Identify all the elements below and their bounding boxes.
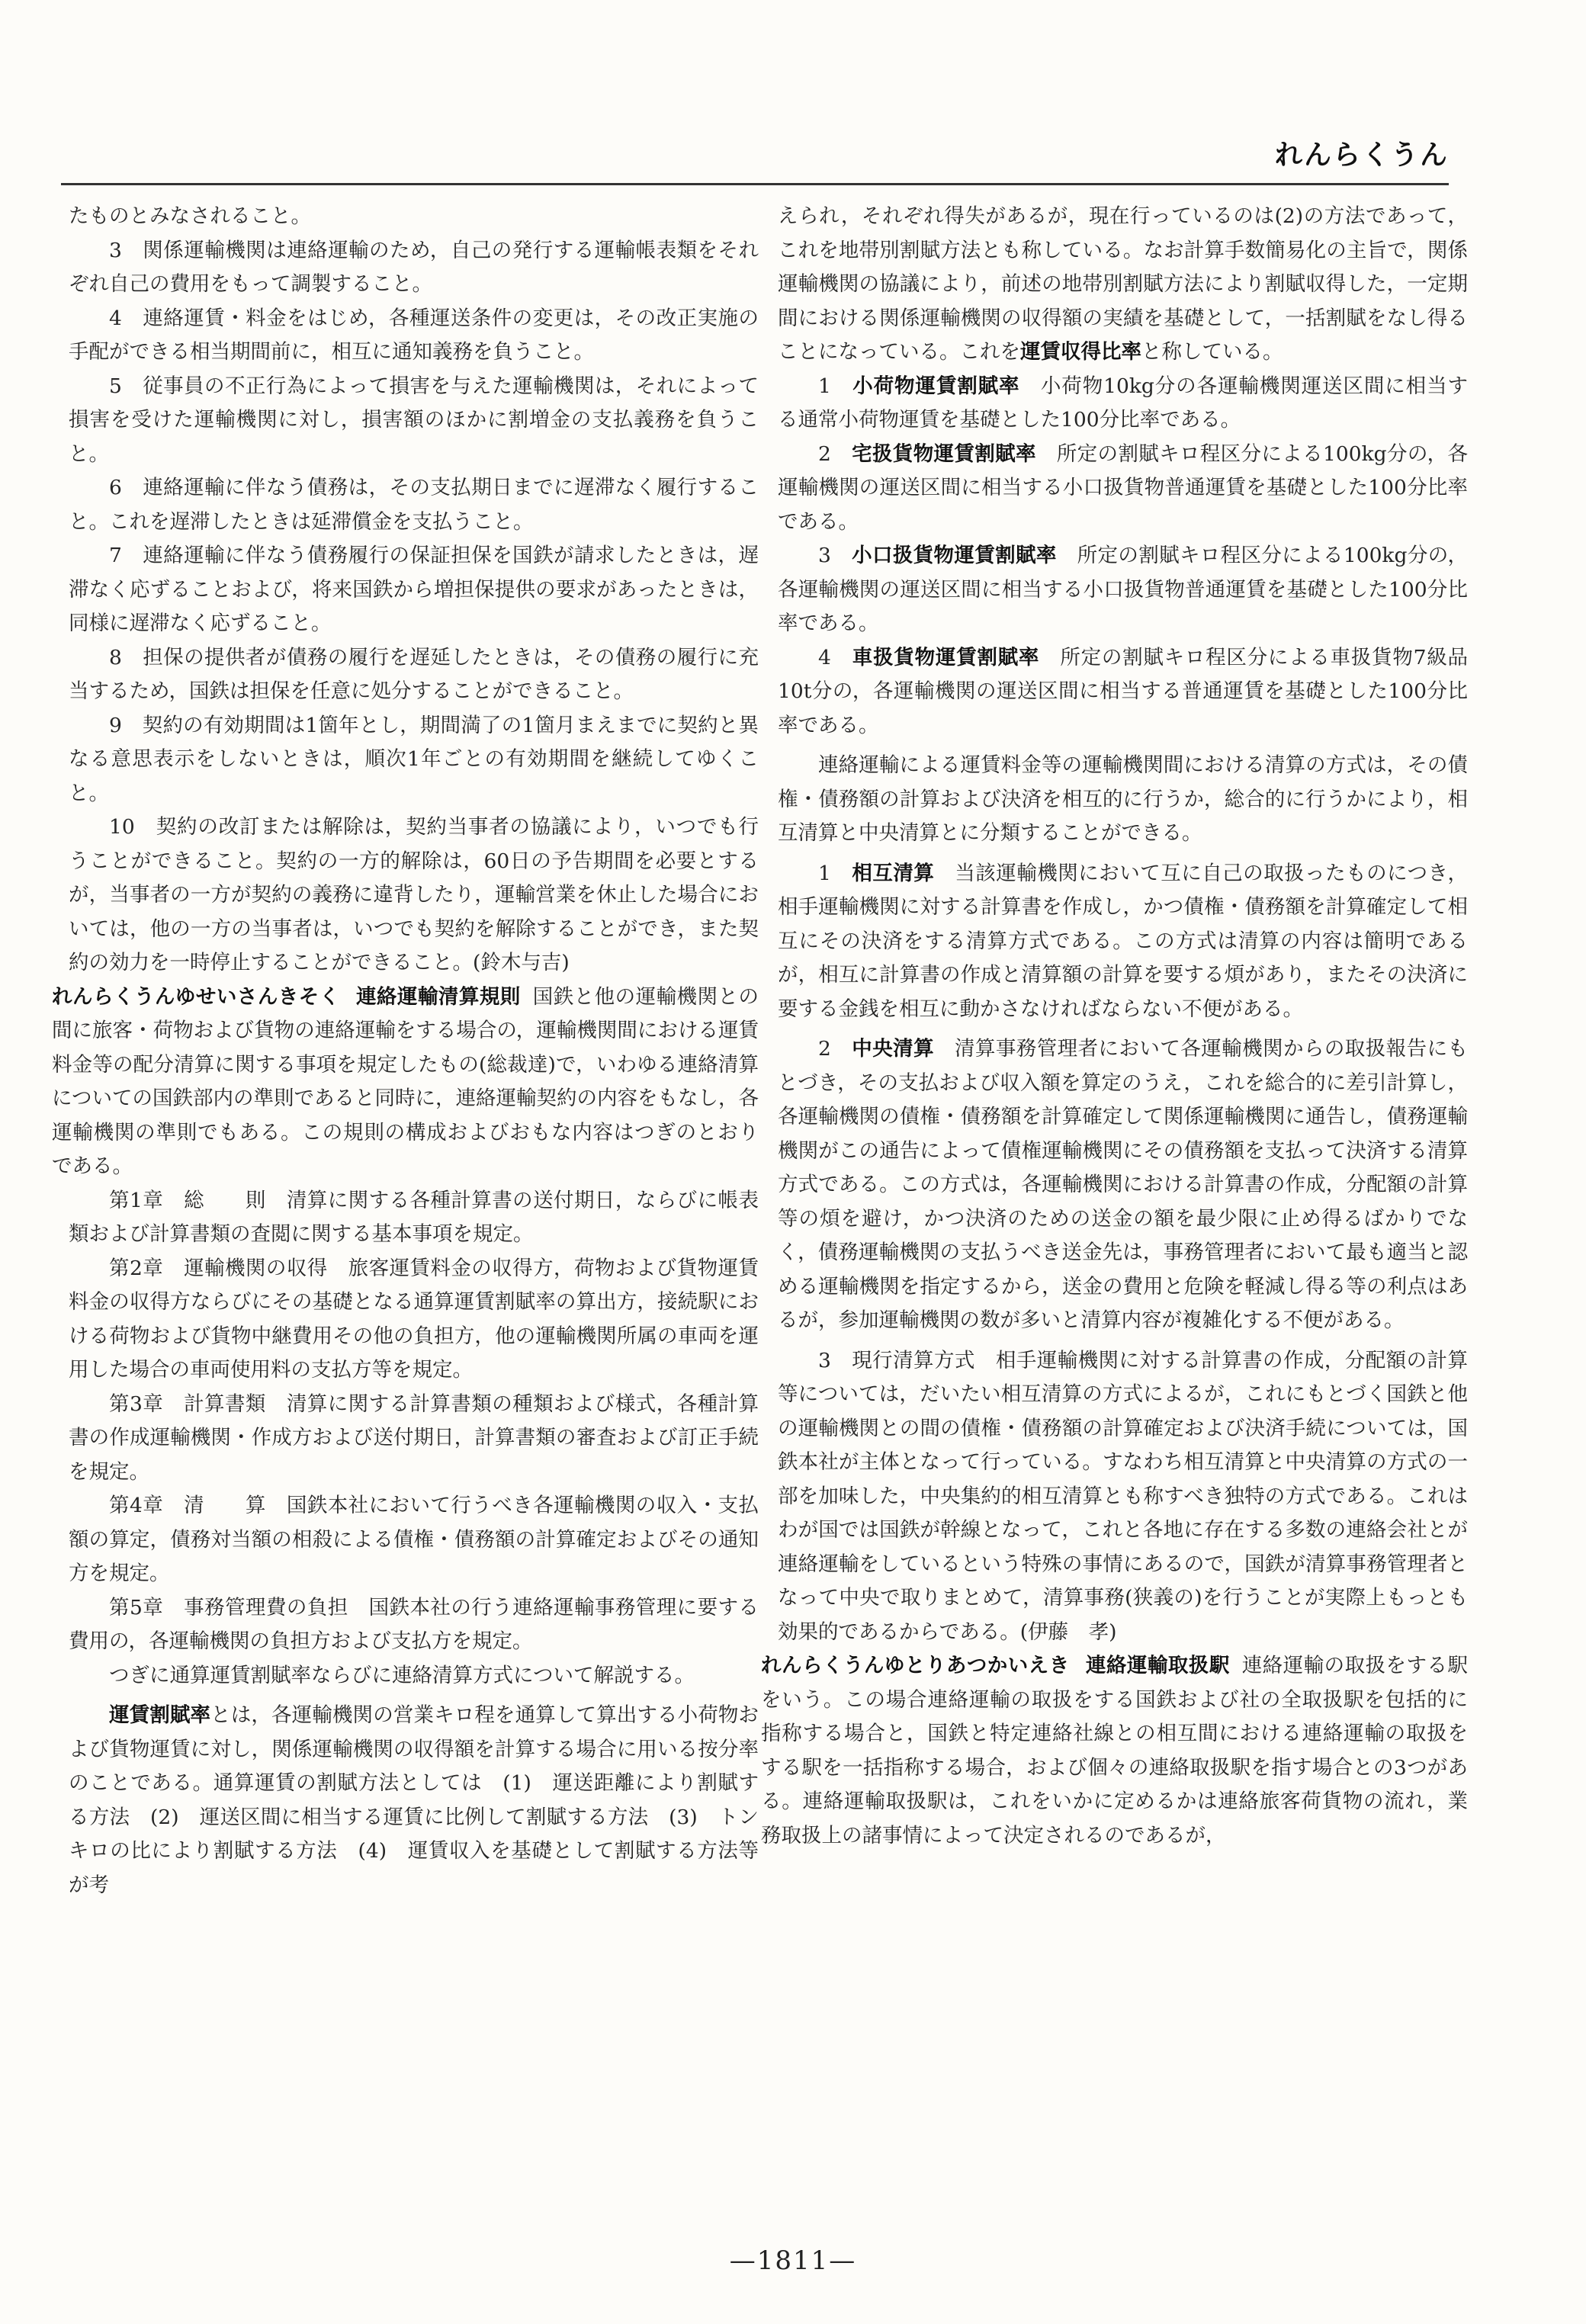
chapter-item: 第2章 運輸機関の収得 旅客運賃料金の収得方，荷物および貨物運賃料金の収得方ならびにその基礎となる通算運賃割賦率の算出方，接続駅における荷物および貨物中継費用その他の負担方，他の運輸機関所属の車両を運用した場合の車両使用料の支払方等を規定。 [69,1256,759,1382]
paragraph: 6 連絡運輸に伴なう債務は，その支払期日までに遅滞なく履行すること。これを遅滞したときは延滞償金を支払うこと。 [69,476,759,534]
paragraph: つぎに通算運賃割賦率ならびに連絡清算方式について解説する。 [109,1663,695,1687]
entry-body: 連絡運輸の取扱をする駅をいう。この場合連絡運輸の取扱をする国鉄および社の全取扱駅を包括的に指称する場合と，国鉄と特定連絡社線との相互間における連絡運輸の取扱をする駅を一括指称する場合，および個々の連絡取扱駅を指す場合との3つがある。連絡運輸取扱駅は，これをいかに定めるかは連絡旅客荷貨物の流れ，業務取扱上の諸事情によって決定されるのであるが， [761,1654,1469,1847]
paragraph: 3 関係運輸機関は連絡運輸のため，自己の発行する運輸帳表類をそれぞれ自己の費用をもって調製すること。 [69,238,759,296]
paragraph: 4 連絡運賃・料金をはじめ，各種運送条件の変更は，その改正実施の手配ができる相当期間前に，相互に通知義務を負うこと。 [69,306,759,364]
item-number: 1 [818,861,852,885]
term: 相互清算 [852,861,935,885]
term: 運賃収得比率 [1020,340,1141,364]
text: と称している。 [1141,340,1283,364]
paragraph [778,438,1468,540]
dictionary-entry [761,1649,1468,1853]
chapter-item: 第1章 総 則 清算に関する各種計算書の送付期日，ならびに帳表類および計算書類の査閲に関する基本事項を規定。 [69,1188,759,1246]
paragraph [778,1032,1468,1338]
left-column [52,200,759,1902]
paragraph: 7 連絡運輸に伴なう債務履行の保証担保を国鉄が請求したときは，遅滞なく応ずることおよび，将来国鉄から増担保提供の要求があったときは，同様に遅滞なく応ずること。 [69,544,759,635]
item-number: 1 [818,374,853,398]
paragraph: 8 担保の提供者が債務の履行を遅延したときは，その債務の履行に充当するため，国鉄は担保を任意に処分することができること。 [69,645,759,703]
paragraph: 5 従事員の不正行為によって損害を与えた運輸機関は，それによって損害を受けた運輸機関に対し，損害額のほかに割増金の支払義務を負うこと。 [69,374,759,466]
chapter-item: 第4章 清 算 国鉄本社において行うべき各運輸機関の収入・支払額の算定，債務対当額の相殺による債権・債務額の計算確定およびその通知方を規定。 [69,1494,759,1585]
page-number: —1811— [729,2245,857,2276]
paragraph: 9 契約の有効期間は1箇年とし，期間満了の1箇月まえまでに契約と異なる意思表示をしないときは，順次1年ごとの有効期間を継続してゆくこと。 [69,713,759,805]
term-body: 当該運輸機関において互に自己の取扱ったものにつき，相手運輸機関に対する計算書を作成し，かつ債権・債務額を計算確定して相互にその決済をする清算方式である。この方式は清算の内容は簡明であるが，相互に計算書の作成と清算額の計算を要する煩があり，またその決済に要する金銭を相互に動かさなければならない不便がある。 [778,861,1468,1021]
dictionary-entry [52,981,759,1184]
term-body: とは，各運輸機関の営業キロ程を通算して算出する小荷物および貨物運賃に対し，関係運輸機関の収得額を計算する場合に用いる按分率のことである。通算運賃の割賦方法としては (1) 運送距離により割賦する方法 (2) 運送区間に相当する運賃に比例して割賦する方法 (3) トンキロの比により割賦する方法 (4) 運賃収入を基礎として割賦する方法等が考 [69,1703,759,1897]
paragraph [69,1699,759,1902]
running-head: れんらくうん [1274,140,1449,171]
item-number: 3 [818,544,852,567]
term-body: 所定の割賦キロ程区分による100kg分の，各運輸機関の運送区間に相当する小口扱貨物普通運賃を基礎とした100分比率である。 [778,441,1468,534]
entry-headword: れんらくうんゆせいさんきそく [52,984,340,1009]
term-body: 小荷物10kg分の各運輸機関運送区間に相当する通常小荷物運賃を基礎とした100分比率である。 [778,374,1468,432]
entry-body: 国鉄と他の運輸機関との間に旅客・荷物および貨物の連絡運輸をする場合の，運輸機関間における運賃料金等の配分清算に関する事項を規定したもの(総裁達)で，いわゆる連絡清算についての国鉄部内の準則であると同時に，連絡運輸契約の内容をもなし，各運輸機関の準則でもある。この規則の構成およびおもな内容はつぎのとおりである。 [52,984,759,1178]
entry-headword: れんらくうんゆとりあつかいえき [761,1654,1070,1677]
paragraph [778,200,1468,370]
paragraph: たものとみなされること。 [69,204,311,228]
paragraph [778,539,1468,641]
right-column [761,200,1469,1853]
paragraph: 連絡運輸による運賃料金等の運輸機関間における清算の方式は，その債権・債務額の計算および決済を相互的に行うか，総合的に行うかにより，相互清算と中央清算とに分類することができる。 [778,753,1468,845]
paragraph: 3 現行清算方式 相手運輸機関に対する計算書の作成，分配額の計算等については，だいたい相互清算の方式によるが，これにもとづく国鉄と他の運輸機関との間の債権・債務額の計算確定および決済手続については，国鉄本社が主体となって行っている。すなわち相互清算と中央清算の方式の一部を加味した，中央集約的相互清算とも称すべき独特の方式である。これはわが国では国鉄が幹線となって，これと各地に存在する多数の連絡会社とが連絡運輸をしているという特殊の事情にあるので，国鉄が清算事務管理者となって中央で取りまとめて，清算事務(狭義の)を行うことが実際上もっとも効果的であるからである。(伊藤 孝) [778,1348,1468,1644]
item-number: 4 [818,645,852,669]
term-body: 所定の割賦キロ程区分による車扱貨物7級品10t分の，各運輸機関の運送区間に相当する普通運賃を基礎とした100分比率である。 [778,645,1468,737]
term: 車扱貨物運賃割賦率 [852,645,1040,669]
term: 小口扱貨物運賃割賦率 [852,544,1057,567]
term: 運賃割賦率 [109,1703,211,1727]
chapter-item: 第5章 事務管理費の負担 国鉄本社の行う連絡運輸事務管理に要する費用の，各運輸機関の負担方および支払方を規定。 [69,1595,759,1653]
item-number: 2 [818,441,852,466]
item-number: 2 [818,1037,852,1061]
term: 小荷物運賃割賦率 [852,374,1020,398]
term-body: 所定の割賦キロ程区分による100kg分の，各運輸機関の運送区間に相当する小口扱貨物普通運賃を基礎とした100分比率である。 [778,544,1468,635]
term-body: 清算事務管理者において各運輸機関からの取扱報告にもとづき，その支払および収入額を算定のうえ，これを総合的に差引計算し，各運輸機関の債権・債務額を計算確定して関係運輸機関に通告し，債務運輸機関がこの通告によって債権運輸機関にその債務額を支払って決済する清算方式である。この方式は，各運輸機関における計算書の作成，分配額の計算等の煩を避け，かつ決済のための送金の額を最少限に止め得るばかりでなく，債務運輸機関の支払うべき送金先は，事務管理者において最も適当と認める運輸機関を指定するから，送金の費用と危険を軽減し得る等の利点はあるが，参加運輸機関の数が多いと清算内容が複雑化する不便がある。 [778,1037,1469,1332]
term: 中央清算 [852,1037,935,1061]
entry-title: 連絡運輸取扱駅 [1085,1654,1230,1677]
paragraph: 10 契約の改訂または解除は，契約当事者の協議により，いつでも行うことができること。契約の一方的解除は，60日の予告期間を必要とするが，当事者の一方が契約の義務に違背したり，運輸営業を休止した場合においては，他の一方の当事者は，いつでも契約を解除することができ，また契約の効力を一時停止することができること。(鈴木与吉) [69,815,759,974]
paragraph [778,857,1468,1027]
header-rule [61,183,1449,185]
chapter-item: 第3章 計算書類 清算に関する計算書類の種類および様式，各種計算書の作成運輸機関・作成方および送付期日，計算書類の審査および訂正手続を規定。 [69,1392,759,1484]
term: 宅扱貨物運賃割賦率 [852,441,1036,466]
text: えられ，それぞれ得失があるが，現在行っているのは(2)の方法であって，これを地帯別割賦方法とも称している。なお計算手数簡易化の主旨で，関係運輸機関の協議により，前述の地帯別割賦方法により割賦収得した，一定期間における関係運輸機関の収得額の実績を基礎として，一括割賦をなし得ることになっている。これを [778,204,1468,364]
paragraph [778,641,1468,743]
paragraph [778,370,1468,438]
entry-title: 連絡運輸清算規則 [355,984,521,1009]
